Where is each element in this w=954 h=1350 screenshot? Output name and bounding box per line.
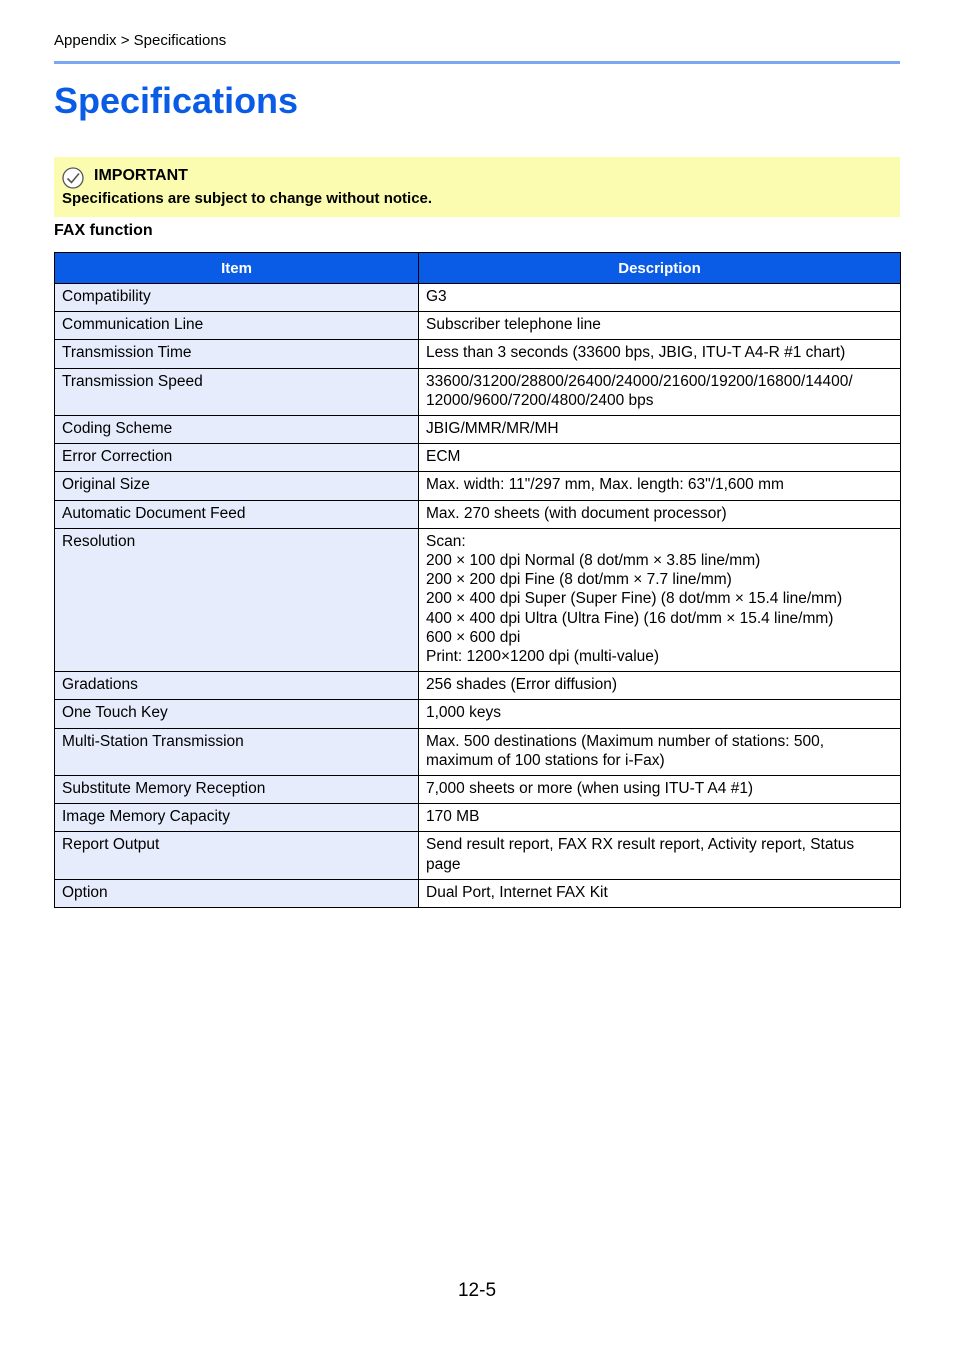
spec-item-cell: One Touch Key	[55, 700, 419, 728]
description-line: 600 × 600 dpi	[426, 628, 521, 646]
spec-description-cell	[419, 340, 901, 368]
description-line: G3	[426, 288, 447, 305]
table-row	[55, 832, 901, 879]
table-row	[55, 879, 901, 907]
table-row	[55, 472, 901, 500]
description-line: Max. 270 sheets (with document processor)	[426, 504, 727, 522]
spec-description-cell	[419, 444, 901, 472]
description-line: 12000/9600/7200/4800/2400 bps	[426, 391, 654, 409]
spec-description-cell	[419, 528, 901, 671]
important-heading: IMPORTANT	[94, 167, 188, 184]
column-header-description: Description	[419, 253, 901, 284]
header-divider	[54, 61, 900, 64]
table-row	[55, 700, 901, 728]
spec-description-cell	[419, 312, 901, 340]
description-line: 256 shades (Error diffusion)	[426, 676, 617, 694]
spec-item-cell: Gradations	[55, 672, 419, 700]
important-notice	[54, 157, 900, 217]
description-line: 33600/31200/28800/26400/24000/21600/19200/16800/14400/	[426, 372, 853, 390]
table-row	[55, 416, 901, 444]
spec-description-cell	[419, 368, 901, 415]
fax-spec-table	[54, 252, 901, 908]
spec-item-cell: Resolution	[55, 528, 419, 671]
spec-item-cell: Error Correction	[55, 444, 419, 472]
checkmark-icon	[62, 167, 84, 189]
spec-description-cell	[419, 776, 901, 804]
column-header-item: Item	[55, 253, 419, 284]
description-line: 200 × 400 dpi Super (Super Fine) (8 dot/mm × 15.4 line/mm)	[426, 590, 843, 608]
description-line: 400 × 400 dpi Ultra (Ultra Fine) (16 dot/mm × 15.4 line/mm)	[426, 609, 834, 627]
description-line: Dual Port, Internet FAX Kit	[426, 883, 608, 901]
spec-item-cell: Multi-Station Transmission	[55, 728, 419, 775]
important-text: Specifications are subject to change without notice.	[62, 190, 433, 207]
table-row	[55, 672, 901, 700]
spec-item-cell: Image Memory Capacity	[55, 804, 419, 832]
spec-item-cell: Option	[55, 879, 419, 907]
description-line: 1,000 keys	[426, 704, 501, 722]
table-row	[55, 284, 901, 312]
spec-description-cell	[419, 284, 901, 312]
spec-item-cell: Report Output	[55, 832, 419, 879]
description-line: Max. width: 11"/297 mm, Max. length: 63"/1,600 mm	[426, 476, 784, 494]
spec-description-cell	[419, 832, 901, 879]
description-line: 200 × 200 dpi Fine (8 dot/mm × 7.7 line/mm)	[426, 571, 732, 589]
spec-description-cell	[419, 416, 901, 444]
description-line: page	[426, 855, 461, 873]
description-line: Subscriber telephone line	[426, 316, 601, 334]
table-header-row	[55, 253, 901, 284]
section-title: FAX function	[54, 222, 153, 239]
description-line: Scan:	[426, 532, 466, 550]
description-line: ECM	[426, 448, 461, 466]
description-line: Max. 500 destinations (Maximum number of stations: 500,	[426, 732, 825, 750]
spec-item-cell: Automatic Document Feed	[55, 500, 419, 528]
spec-description-cell	[419, 728, 901, 775]
description-line: Send result report, FAX RX result report, Activity report, Status	[426, 836, 855, 854]
spec-description-cell	[419, 500, 901, 528]
table-row	[55, 368, 901, 415]
page-title: Specifications	[54, 80, 299, 121]
description-line: Print: 1200×1200 dpi (multi-value)	[426, 648, 660, 666]
table-row	[55, 528, 901, 671]
spec-item-cell: Original Size	[55, 472, 419, 500]
description-line: 7,000 sheets or more (when using ITU-T A4 #1)	[426, 780, 754, 798]
table-row	[55, 776, 901, 804]
spec-description-cell	[419, 672, 901, 700]
spec-item-cell: Compatibility	[55, 284, 419, 312]
spec-item-cell: Substitute Memory Reception	[55, 776, 419, 804]
description-line: 170 MB	[426, 808, 480, 826]
breadcrumb[interactable]: Appendix > Specifications	[54, 32, 227, 49]
description-line: Less than 3 seconds (33600 bps, JBIG, ITU-T A4-R #1 chart)	[426, 344, 846, 362]
table-row	[55, 804, 901, 832]
table-row	[55, 500, 901, 528]
spec-item-cell: Transmission Speed	[55, 368, 419, 415]
table-row	[55, 444, 901, 472]
spec-item-cell: Coding Scheme	[55, 416, 419, 444]
description-line: JBIG/MMR/MR/MH	[426, 420, 559, 438]
spec-description-cell	[419, 804, 901, 832]
table-row	[55, 312, 901, 340]
spec-description-cell	[419, 879, 901, 907]
description-line: 200 × 100 dpi Normal (8 dot/mm × 3.85 line/mm)	[426, 552, 761, 570]
table-row	[55, 728, 901, 775]
spec-item-cell: Transmission Time	[55, 340, 419, 368]
table-row	[55, 340, 901, 368]
spec-description-cell	[419, 472, 901, 500]
spec-item-cell: Communication Line	[55, 312, 419, 340]
spec-description-cell	[419, 700, 901, 728]
page-number: 12-5	[457, 1280, 497, 1301]
description-line: maximum of 100 stations for i-Fax)	[426, 751, 665, 769]
